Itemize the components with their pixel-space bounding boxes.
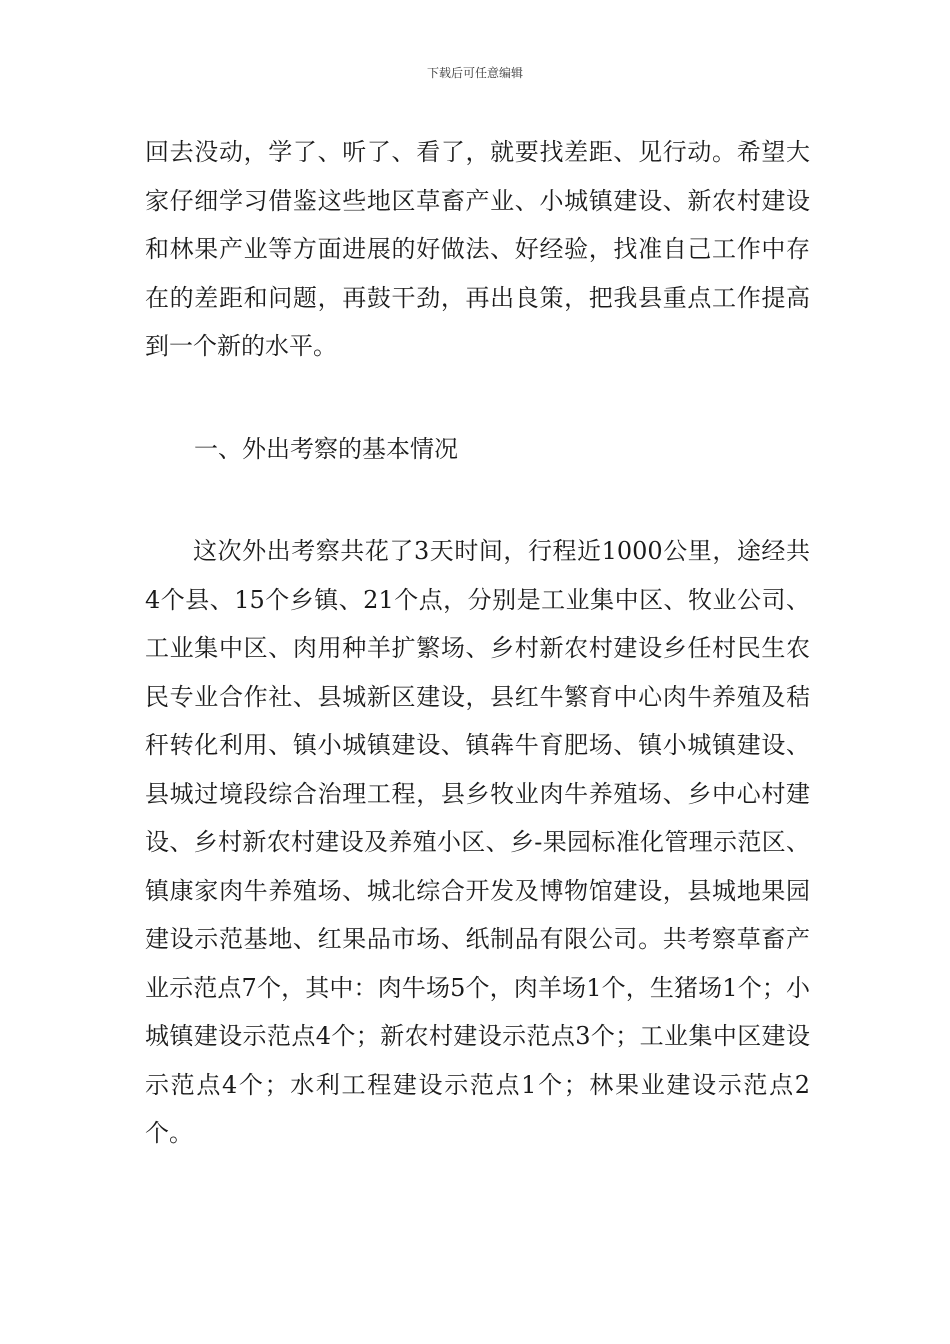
paragraph-intro: 回去没动，学了、听了、看了，就要找差距、见行动。希望大家仔细学习借鉴这些地区草畜产业、小城镇建设、新农村建设和林果产业等方面进展的好做法、好经验，找准自己工作中存在的差距和问题，再鼓干劲，再出良策，把我县重点工作提高到一个新的水平。 — [145, 138, 810, 360]
page-header-note: 下载后可任意编辑 — [426, 66, 523, 80]
paragraph-inspection-details: 这次外出考察共花了3天时间，行程近1000公里，途经共4个县、15个乡镇、21个点，分别是工业集中区、牧业公司、工业集中区、肉用种羊扩繁场、乡村新农村建设乡任村民生农民专业合作社、县城新区建设，县红牛繁育中心肉牛养殖及秸秆转化利用、镇小城镇建设、镇犇牛育肥场、镇小城镇建设、县城过境段综合治理工程，县乡牧业肉牛养殖场、乡中心村建设、乡村新农村建设及养殖小区、乡-果园标准化管理示范区、镇康家肉牛养殖场、城北综合开发及博物馆建设，县城地果园建设示范基地、红果品市场、纸制品有限公司。共考察草畜产业示范点7个，其中：肉牛场5个，肉羊场1个，生猪场1个；小城镇建设示范点4个；新农村建设示范点3个；工业集中区建设示范点4个；水利工程建设示范点1个；林果业建设示范点2个。 — [145, 537, 810, 1147]
section-heading: 一、外出考察的基本情况 — [194, 435, 458, 463]
